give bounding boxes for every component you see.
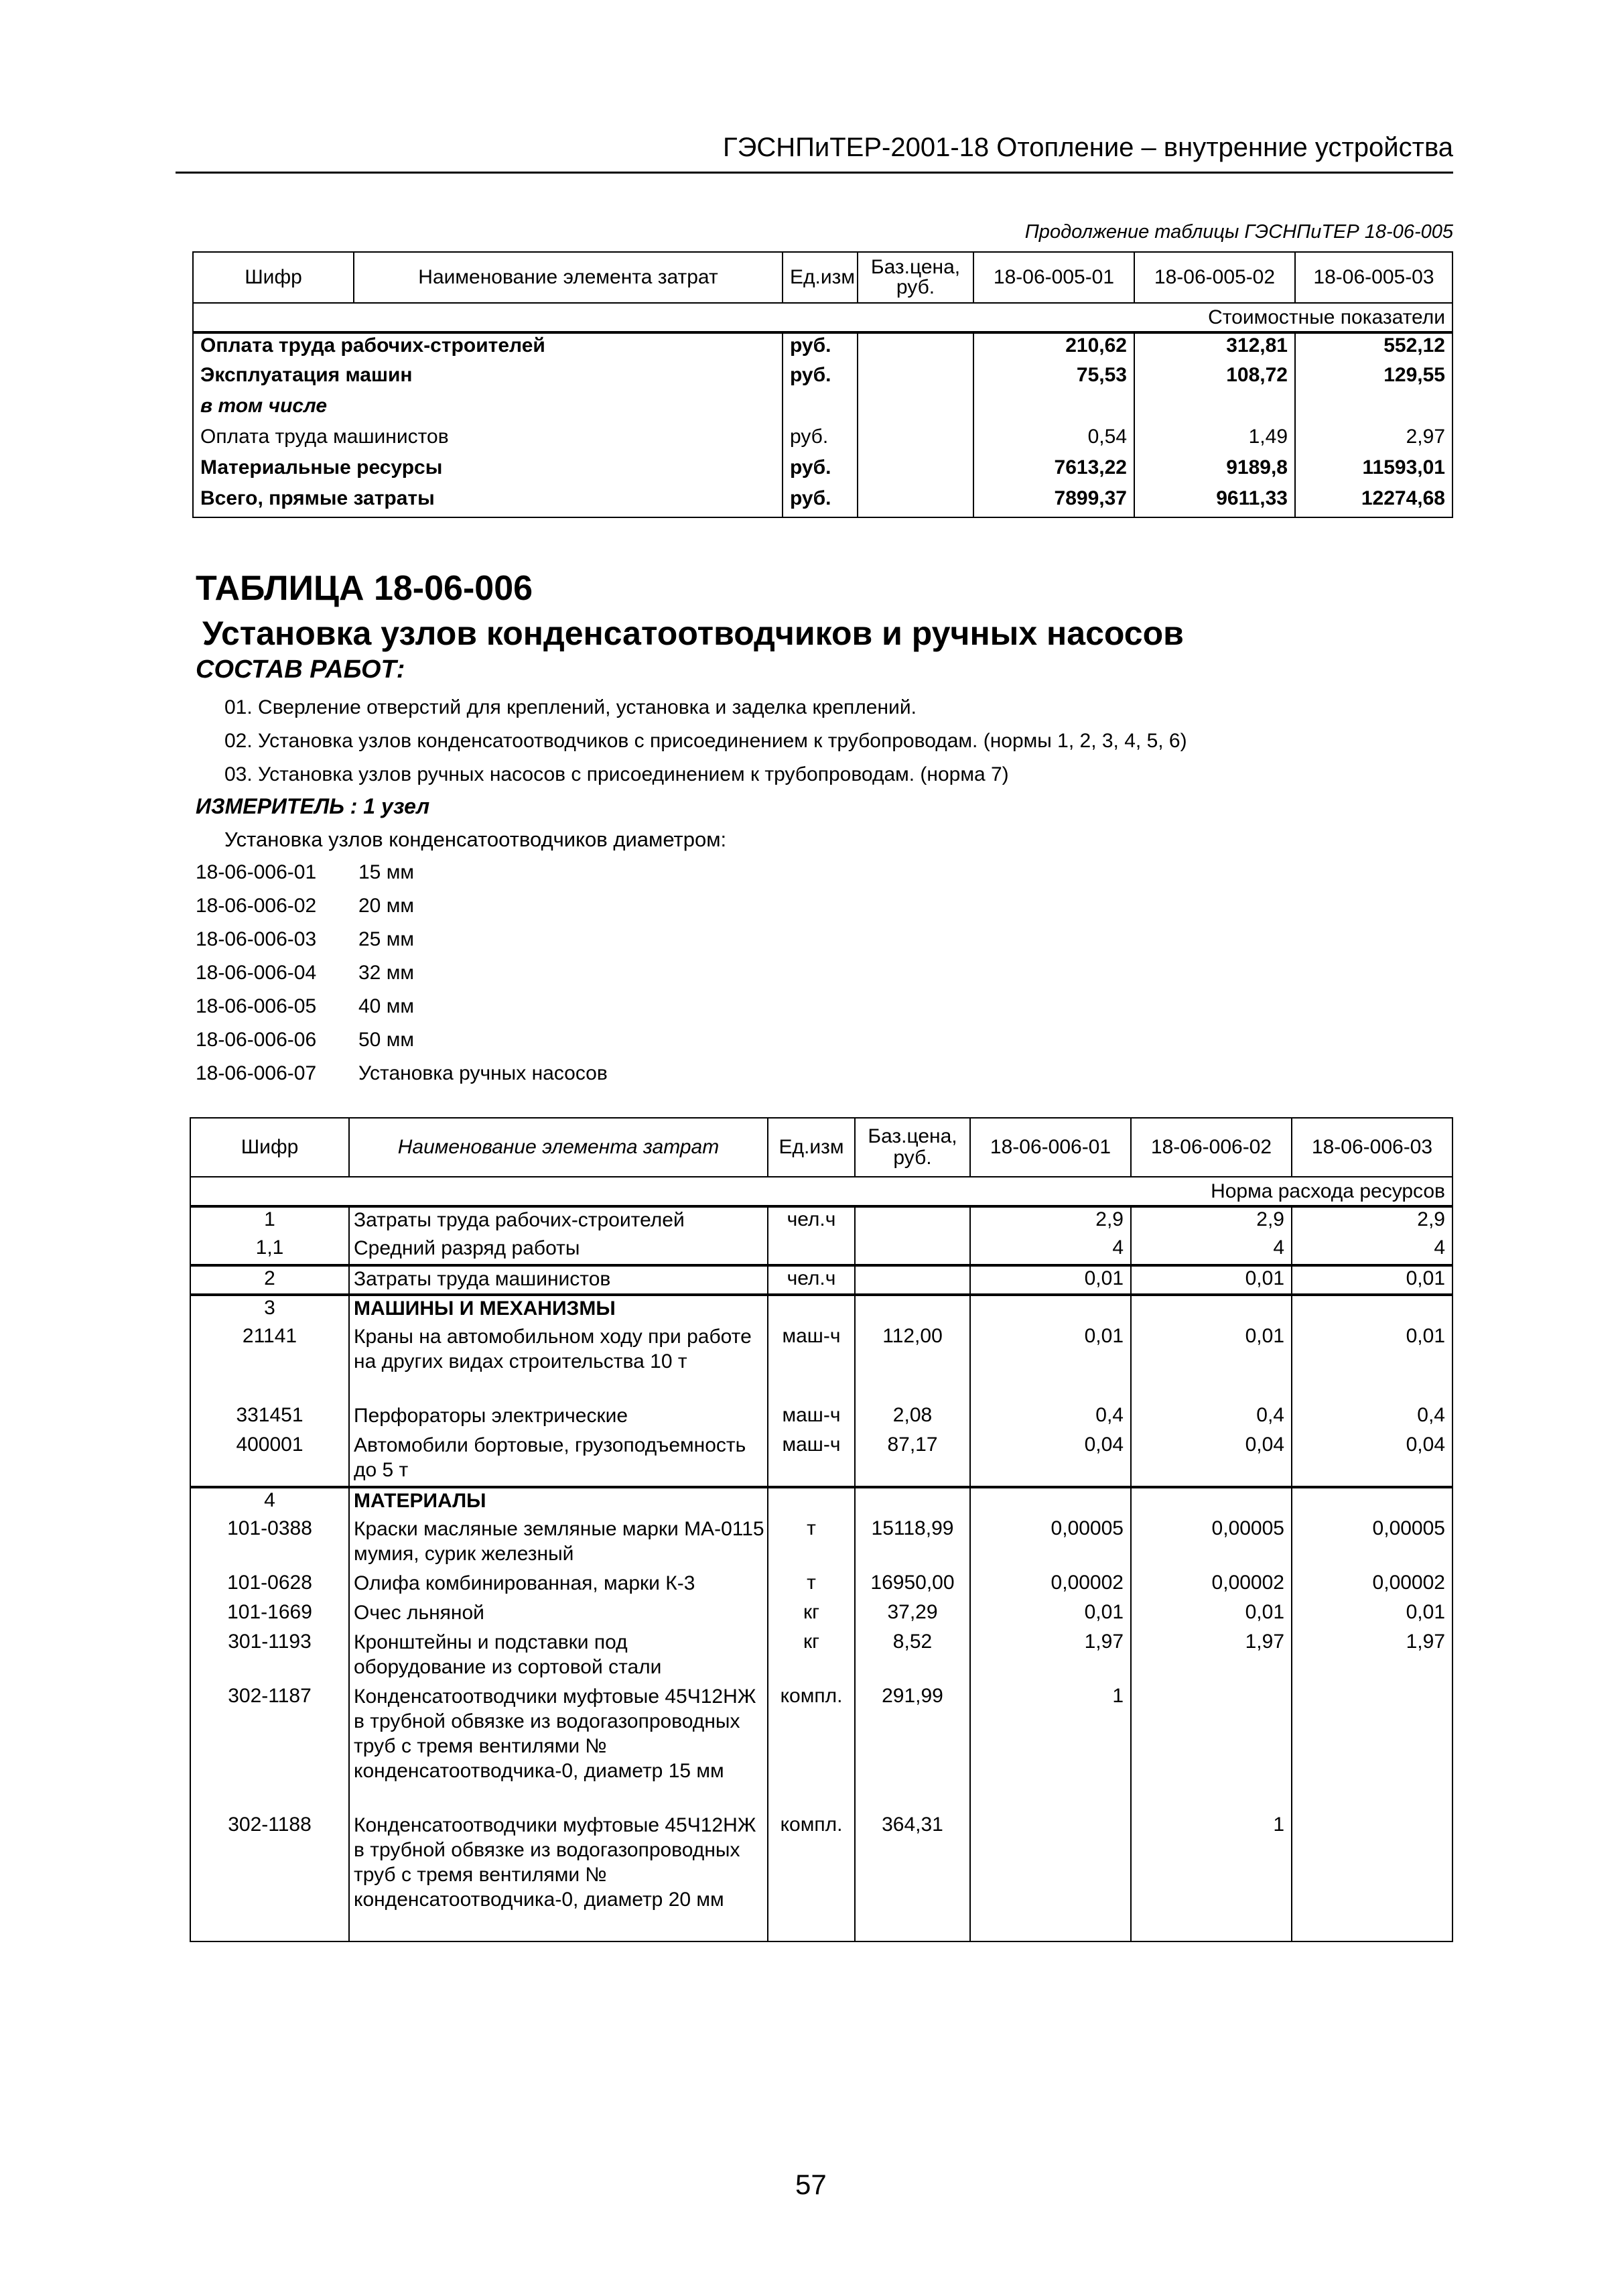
norm-row <box>190 1813 1452 1941</box>
norm-description: 15 мм <box>358 861 414 883</box>
norm-row-code: 101-1669 <box>190 1600 349 1630</box>
norm-row-name: Конденсатоотводчики муфтовые 45Ч12НЖ в трубной обвязке из водогазопроводных труб с тремя вентилями № конденсатоотводчика-0, диаметр 15 мм <box>349 1684 768 1813</box>
norm-row-code: 1 <box>190 1206 349 1236</box>
norm-row-price: 37,29 <box>855 1600 970 1630</box>
norm-row-code: 101-0388 <box>190 1517 349 1571</box>
norm-row-unit: маш-ч <box>768 1433 855 1487</box>
col-shifr: Шифр <box>190 1118 349 1177</box>
norm-row-name: Олифа комбинированная, марки К-3 <box>349 1571 768 1600</box>
cost-row-value: 1,49 <box>1134 425 1295 456</box>
norm-row-value: 0,00002 <box>1131 1571 1292 1600</box>
cost-row-value: 210,62 <box>973 332 1134 363</box>
cost-row-name: Эксплуатация машин <box>193 363 783 394</box>
col-code-1: 18-06-006-01 <box>970 1118 1131 1177</box>
cost-row-value: 129,55 <box>1295 363 1452 394</box>
cost-row-value: 11593,01 <box>1295 456 1452 487</box>
norm-row-value <box>1131 1295 1292 1324</box>
norm-row-name: Конденсатоотводчики муфтовые 45Ч12НЖ в трубной обвязке из водогазопроводных труб с тремя вентилями № конденсатоотводчика-0, диаметр 20 мм <box>349 1813 768 1941</box>
cost-row-value <box>973 394 1134 425</box>
cost-row-value: 9611,33 <box>1134 487 1295 517</box>
norm-row <box>190 1487 1452 1517</box>
norm-row-value: 0,01 <box>1292 1324 1452 1403</box>
norms-header-row <box>190 1118 1452 1177</box>
continuation-body <box>193 332 1452 517</box>
norm-code: 18-06-006-06 <box>196 1029 317 1051</box>
norm-row-value: 1 <box>970 1684 1131 1813</box>
norm-row-value: 0,01 <box>1292 1600 1452 1630</box>
cost-row-name: Всего, прямые затраты <box>193 487 783 517</box>
cost-row-price <box>858 332 973 363</box>
cost-row <box>193 487 1452 517</box>
norm-row-unit: кг <box>768 1630 855 1684</box>
norm-row-code: 3 <box>190 1295 349 1324</box>
norm-row-value <box>1292 1684 1452 1813</box>
norm-row <box>190 1324 1452 1403</box>
norm-row-value <box>1292 1813 1452 1941</box>
work-item: 03. Установка узлов ручных насосов с присоединением к трубопроводам. (норма 7) <box>224 763 1009 785</box>
norm-row-price: 15118,99 <box>855 1517 970 1571</box>
cost-row-value: 7613,22 <box>973 456 1134 487</box>
norms-table <box>190 1117 1453 1942</box>
norm-row-price: 87,17 <box>855 1433 970 1487</box>
norm-row <box>190 1236 1452 1265</box>
norm-row-price <box>855 1206 970 1236</box>
norm-row-price: 364,31 <box>855 1813 970 1941</box>
norm-row-code: 4 <box>190 1487 349 1517</box>
cost-row-price <box>858 363 973 394</box>
cost-row-value: 108,72 <box>1134 363 1295 394</box>
norm-row-value: 0,01 <box>970 1265 1131 1295</box>
col-code-1: 18-06-005-01 <box>973 252 1134 303</box>
cost-row-unit: руб. <box>783 425 858 456</box>
norm-row <box>190 1433 1452 1487</box>
cost-row-value: 9189,8 <box>1134 456 1295 487</box>
norm-row-value: 4 <box>970 1236 1131 1265</box>
cost-row-value: 312,81 <box>1134 332 1295 363</box>
cost-row-price <box>858 487 973 517</box>
norm-row-code: 301-1193 <box>190 1630 349 1684</box>
col-price: Баз.цена, руб. <box>858 252 973 303</box>
norm-row <box>190 1206 1452 1236</box>
norm-row-value: 0,4 <box>1131 1403 1292 1433</box>
norm-row-price: 291,99 <box>855 1684 970 1813</box>
norm-row-name: Затраты труда машинистов <box>349 1265 768 1295</box>
cost-row-value <box>1295 394 1452 425</box>
norm-row-value: 0,04 <box>1292 1433 1452 1487</box>
measure-label: ИЗМЕРИТЕЛЬ : 1 узел <box>196 794 430 818</box>
norm-row-unit <box>768 1295 855 1324</box>
norm-description: 32 мм <box>358 962 414 984</box>
norm-row-value: 2,9 <box>1131 1206 1292 1236</box>
norm-row-value <box>1292 1295 1452 1324</box>
norm-row-value <box>1292 1487 1452 1517</box>
norm-code: 18-06-006-04 <box>196 962 317 984</box>
cost-row <box>193 363 1452 394</box>
table-title: ТАБЛИЦА 18-06-006 <box>196 569 533 608</box>
page-number: 57 <box>795 2169 827 2200</box>
norm-row-name: Перфораторы электрические <box>349 1403 768 1433</box>
norm-row-code: 302-1188 <box>190 1813 349 1941</box>
norm-row-value <box>1131 1684 1292 1813</box>
norm-row-name: Краски масляные земляные марки МА-0115 мумия, сурик железный <box>349 1517 768 1571</box>
norm-description: 20 мм <box>358 895 414 917</box>
work-item: 02. Установка узлов конденсатоотводчиков с присоединением к трубопроводам. (нормы 1, 2, 3, 4, 5, 6) <box>224 730 1187 752</box>
cost-row <box>193 425 1452 456</box>
norm-row-name: Автомобили бортовые, грузоподъемность до 5 т <box>349 1433 768 1487</box>
norm-row-value: 0,00005 <box>1131 1517 1292 1571</box>
cost-row <box>193 456 1452 487</box>
norm-description: 25 мм <box>358 928 414 950</box>
norm-row-code: 1,1 <box>190 1236 349 1265</box>
norm-row <box>190 1630 1452 1684</box>
diameter-list-title: Установка узлов конденсатоотводчиков диаметром: <box>224 828 727 851</box>
norm-row-name: Кронштейны и подставки под оборудование из сортовой стали <box>349 1630 768 1684</box>
norm-row-value: 1 <box>1131 1813 1292 1941</box>
norm-row-unit: т <box>768 1517 855 1571</box>
norm-row-price: 16950,00 <box>855 1571 970 1600</box>
cost-row <box>193 332 1452 363</box>
norm-row-value: 0,01 <box>1292 1265 1452 1295</box>
cost-row-unit: руб. <box>783 332 858 363</box>
norm-row <box>190 1403 1452 1433</box>
cost-row-value: 552,12 <box>1295 332 1452 363</box>
norm-row-name: Средний разряд работы <box>349 1236 768 1265</box>
cost-row-value: 7899,37 <box>973 487 1134 517</box>
norm-row-unit: компл. <box>768 1684 855 1813</box>
norm-row-unit <box>768 1236 855 1265</box>
continuation-caption: Продолжение таблицы ГЭСНПиТЕР 18-06-005 <box>1024 221 1453 243</box>
norms-subheader-row <box>190 1177 1452 1206</box>
norm-row-code: 331451 <box>190 1403 349 1433</box>
norm-row-value: 0,4 <box>970 1403 1131 1433</box>
norm-row-unit: т <box>768 1571 855 1600</box>
norm-row-value: 4 <box>1292 1236 1452 1265</box>
norm-description: 40 мм <box>358 995 414 1017</box>
norm-row-value <box>970 1295 1131 1324</box>
norm-row-price <box>855 1487 970 1517</box>
norm-row-code: 302-1187 <box>190 1684 349 1813</box>
work-composition-label: СОСТАВ РАБОТ: <box>196 655 405 684</box>
norm-row-value: 0,01 <box>1131 1324 1292 1403</box>
page-header-title: ГЭСНПиТЕР-2001-18 Отопление – внутренние устройства <box>722 133 1453 162</box>
cost-row-value: 12274,68 <box>1295 487 1452 517</box>
norm-row-value: 0,4 <box>1292 1403 1452 1433</box>
norm-row-name: МАТЕРИАЛЫ <box>349 1487 768 1517</box>
norm-row-value <box>970 1813 1131 1941</box>
norm-row-value: 0,01 <box>1131 1600 1292 1630</box>
cost-row-price <box>858 425 973 456</box>
norm-row-price: 2,08 <box>855 1403 970 1433</box>
norm-description: Установка ручных насосов <box>358 1062 608 1084</box>
norm-row-value: 4 <box>1131 1236 1292 1265</box>
col-price: Баз.цена, руб. <box>855 1118 970 1177</box>
norm-row-code: 101-0628 <box>190 1571 349 1600</box>
cost-indicators-label: Стоимостные показатели <box>193 303 1452 332</box>
cost-row-name: Оплата труда рабочих-строителей <box>193 332 783 363</box>
norm-row-unit: кг <box>768 1600 855 1630</box>
continuation-subheader-row <box>193 303 1452 332</box>
norm-row-code: 2 <box>190 1265 349 1295</box>
norm-code: 18-06-006-03 <box>196 928 317 950</box>
norm-row-value: 0,01 <box>1131 1265 1292 1295</box>
table-subtitle: Установка узлов конденсатоотводчиков и ручных насосов <box>202 615 1184 652</box>
norm-row-value: 1,97 <box>1131 1630 1292 1684</box>
cost-row-price <box>858 394 973 425</box>
norm-row-value: 0,00002 <box>1292 1571 1452 1600</box>
col-code-2: 18-06-006-02 <box>1131 1118 1292 1177</box>
continuation-table <box>192 251 1453 518</box>
cost-row-unit: руб. <box>783 487 858 517</box>
norm-row-value: 2,9 <box>970 1206 1131 1236</box>
cost-row-unit <box>783 394 858 425</box>
norm-row-price <box>855 1265 970 1295</box>
col-code-3: 18-06-005-03 <box>1295 252 1452 303</box>
cost-row-value: 2,97 <box>1295 425 1452 456</box>
col-unit: Ед.изм <box>783 252 858 303</box>
norm-row-unit: маш-ч <box>768 1403 855 1433</box>
col-shifr: Шифр <box>193 252 354 303</box>
norm-row-price <box>855 1295 970 1324</box>
col-code-2: 18-06-005-02 <box>1134 252 1295 303</box>
cost-row-name: Материальные ресурсы <box>193 456 783 487</box>
cost-row-name: в том числе <box>193 394 783 425</box>
norm-row-value: 0,00005 <box>970 1517 1131 1571</box>
norm-row-price <box>855 1236 970 1265</box>
norm-row-name: Очес льняной <box>349 1600 768 1630</box>
norm-code: 18-06-006-01 <box>196 861 317 883</box>
cost-row-price <box>858 456 973 487</box>
col-code-3: 18-06-006-03 <box>1292 1118 1452 1177</box>
cost-row-value: 0,54 <box>973 425 1134 456</box>
norm-row-value: 0,01 <box>970 1324 1131 1403</box>
norm-row-value: 0,04 <box>970 1433 1131 1487</box>
continuation-header-row <box>193 252 1452 303</box>
work-item: 01. Сверление отверстий для креплений, установка и заделка креплений. <box>224 696 917 718</box>
norm-code: 18-06-006-07 <box>196 1062 317 1084</box>
norm-row-value <box>1131 1487 1292 1517</box>
norm-row-value: 0,00005 <box>1292 1517 1452 1571</box>
cost-row <box>193 394 1452 425</box>
norm-row <box>190 1684 1452 1813</box>
norm-row-name: Краны на автомобильном ходу при работе на других видах строительства 10 т <box>349 1324 768 1403</box>
norm-code: 18-06-006-02 <box>196 895 317 917</box>
norm-row-value: 1,97 <box>970 1630 1131 1684</box>
norm-code: 18-06-006-05 <box>196 995 317 1017</box>
norm-row <box>190 1517 1452 1571</box>
norm-row-code: 21141 <box>190 1324 349 1403</box>
norm-row-value: 0,04 <box>1131 1433 1292 1487</box>
norm-row-value: 0,01 <box>970 1600 1131 1630</box>
norm-row-value: 2,9 <box>1292 1206 1452 1236</box>
norm-row <box>190 1571 1452 1600</box>
cost-row-unit: руб. <box>783 363 858 394</box>
norm-row-value <box>970 1487 1131 1517</box>
norm-description: 50 мм <box>358 1029 414 1051</box>
norm-row-code: 400001 <box>190 1433 349 1487</box>
norm-row-unit <box>768 1487 855 1517</box>
norm-row <box>190 1265 1452 1295</box>
norms-body <box>190 1206 1452 1941</box>
cost-row-value: 75,53 <box>973 363 1134 394</box>
norm-row-unit: чел.ч <box>768 1206 855 1236</box>
header-rule <box>176 172 1453 174</box>
norm-row <box>190 1295 1452 1324</box>
resource-norm-label: Норма расхода ресурсов <box>190 1177 1452 1206</box>
norm-row-value: 1,97 <box>1292 1630 1452 1684</box>
norm-row-price: 8,52 <box>855 1630 970 1684</box>
col-unit: Ед.изм <box>768 1118 855 1177</box>
norm-row <box>190 1600 1452 1630</box>
norm-row-price: 112,00 <box>855 1324 970 1403</box>
norm-row-name: МАШИНЫ И МЕХАНИЗМЫ <box>349 1295 768 1324</box>
col-name: Наименование элемента затрат <box>349 1118 768 1177</box>
norm-row-unit: маш-ч <box>768 1324 855 1403</box>
norm-row-name: Затраты труда рабочих-строителей <box>349 1206 768 1236</box>
cost-row-value <box>1134 394 1295 425</box>
cost-row-unit: руб. <box>783 456 858 487</box>
cost-row-name: Оплата труда машинистов <box>193 425 783 456</box>
col-name: Наименование элемента затрат <box>354 252 783 303</box>
norm-row-unit: чел.ч <box>768 1265 855 1295</box>
norm-row-value: 0,00002 <box>970 1571 1131 1600</box>
norm-row-unit: компл. <box>768 1813 855 1941</box>
